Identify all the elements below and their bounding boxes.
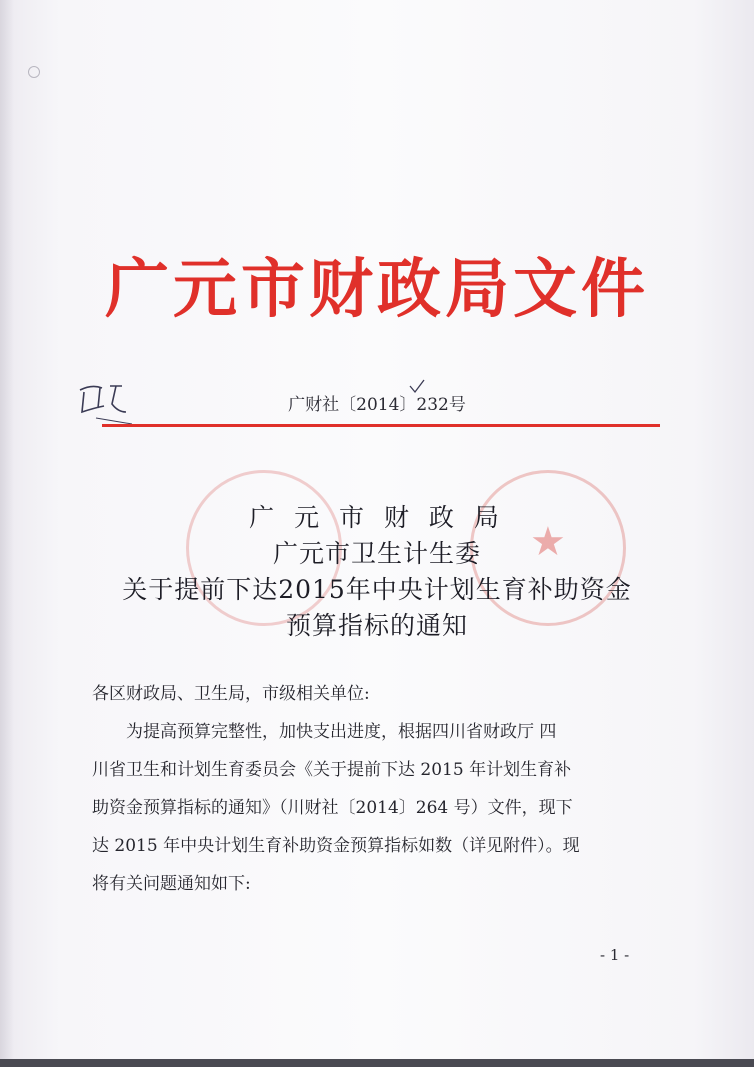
document-number: 广财社〔2014〕232号	[288, 395, 466, 415]
checkmark-icon	[408, 378, 426, 394]
salutation: 各区财政局、卫生局，市级相关单位:	[92, 684, 370, 704]
scan-bottom-edge	[0, 1059, 754, 1067]
paragraph-line: 达 2015 年中央计划生育补助资金预算指标如数（详见附件）。现	[92, 836, 580, 856]
title-issuer-2: 广元市卫生计生委	[272, 539, 481, 568]
red-header-rule	[102, 424, 660, 427]
seal-star-icon: ★	[530, 519, 566, 565]
title-subject-1: 关于提前下达2015年中央计划生育补助资金	[122, 575, 632, 604]
document-header-title: 广元市财政局文件	[105, 252, 649, 327]
paragraph-line: 川省卫生和计划生育委员会《关于提前下达 2015 年计划生育补	[92, 760, 572, 780]
paragraph-line: 将有关问题通知如下:	[92, 874, 251, 894]
paragraph-line: 为提高预算完整性，加快支出进度，根据四川省财政厅 四	[92, 722, 557, 742]
paragraph-line: 助资金预算指标的通知》（川财社〔2014〕264 号）文件，现下	[92, 798, 573, 818]
title-subject-2: 预算指标的通知	[285, 611, 468, 640]
page-number: - 1 -	[600, 946, 630, 964]
staple-hole	[28, 66, 40, 78]
title-issuer-1: 广 元 市 财 政 局	[249, 503, 505, 532]
